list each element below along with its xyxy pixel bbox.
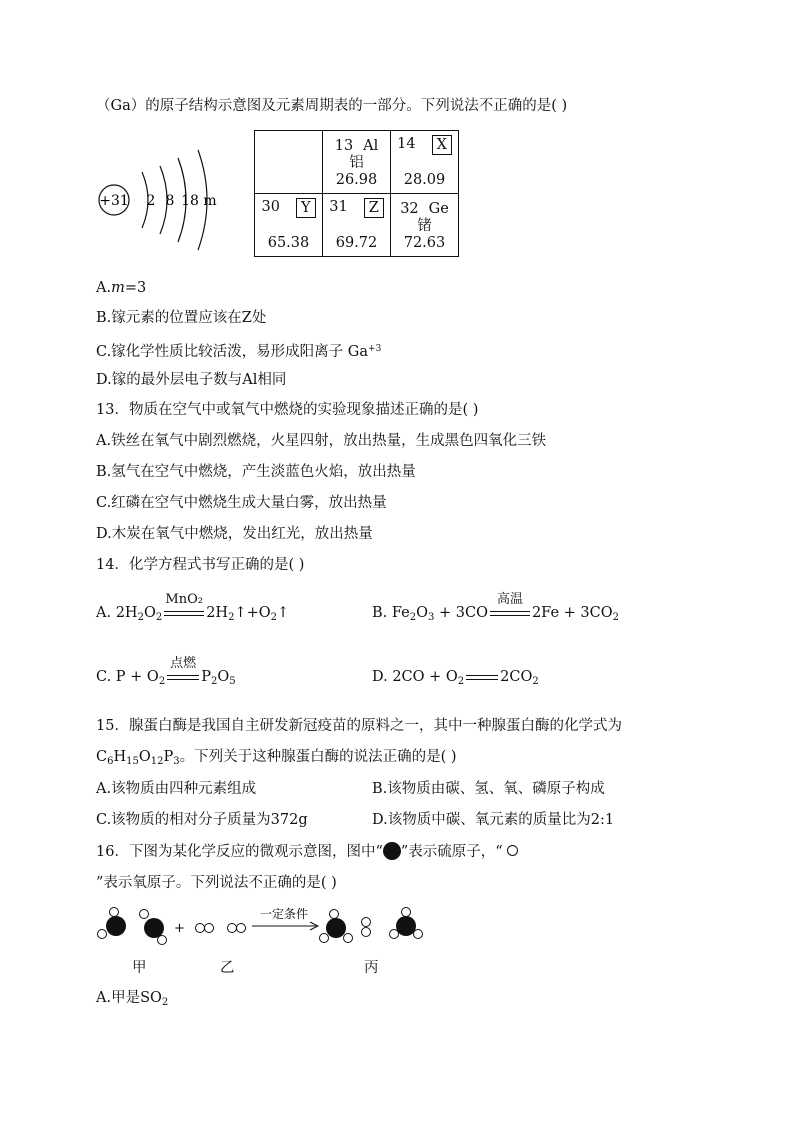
table-cell-empty: [255, 131, 323, 194]
q12-option-a: A.m=3: [96, 280, 147, 296]
o2-molecule-2: [228, 924, 246, 933]
shell-count-4: m: [203, 193, 217, 209]
q14-option-c: C. $P + O_2$ 点燃 $P_2O_5$: [96, 656, 236, 687]
nucleus-label: +31: [99, 193, 129, 209]
q14-option-b: B. $Fe_2O_3 + 3CO$ 高温 $2Fe + 3CO_2$: [372, 592, 619, 623]
table-cell-z: 31 Z 69.72: [323, 194, 391, 257]
q14-option-d: D. $2CO + O_2$ $2CO_2$: [372, 669, 539, 687]
q13-option-d: D.木炭在氧气中燃烧，发出红光，放出热量: [96, 526, 373, 542]
q16-stem-line1: 16．下图为某化学反应的微观示意图，图中“ ”表示硫原子，“: [96, 842, 518, 862]
q15-option-d: D.该物质中碳、氧元素的质量比为2:1: [372, 812, 615, 828]
q13-stem: 13．物质在空气中或氧气中燃烧的实验现象描述正确的是( ): [96, 402, 479, 418]
table-cell-y: 30 Y 65.38: [255, 194, 323, 257]
gallium-atom-diagram: [94, 148, 224, 252]
q16-stem-line2: ”表示氧原子。下列说法不正确的是( ): [96, 875, 337, 891]
so2-molecule-2: [140, 910, 167, 945]
q16-option-a: A.甲是$SO_2$: [96, 990, 169, 1008]
q12-option-d: D.镓的最外层电子数与Al相同: [96, 372, 287, 388]
equation-arrow-a: MnO₂: [164, 608, 204, 618]
q13-option-a: A.铁丝在氧气中剧烈燃烧，火星四射，放出热量，生成黑色四氧化三铁: [96, 433, 547, 449]
label-jia: 甲: [132, 960, 147, 976]
shell-count-1: 2: [146, 193, 156, 209]
q14-option-a: A. $2H_2O_2$ MnO₂ $2H_2↑+O_2↑$: [96, 592, 290, 623]
label-yi: 乙: [220, 960, 235, 976]
shell-count-2: 8: [165, 193, 175, 209]
symbol-box-z: Z: [364, 198, 384, 218]
plus-sign: +: [174, 921, 185, 936]
q15-option-c: C.该物质的相对分子质量为372g: [96, 812, 308, 828]
label-bing: 丙: [364, 960, 379, 976]
so2-molecule-1: [98, 908, 127, 939]
table-cell-al: 13 Al 铝 26.98: [323, 131, 391, 194]
so3-molecule-2: [390, 908, 423, 939]
q15-option-a: A.该物质由四种元素组成: [96, 781, 257, 797]
symbol-box-y: Y: [296, 198, 316, 218]
reaction-condition: 一定条件: [259, 907, 309, 921]
q13-option-c: C.红磷在空气中燃烧生成大量白雾，放出热量: [96, 495, 387, 511]
q15-stem-line1: 15．腺蛋白酶是我国自主研发新冠疫苗的原料之一，其中一种腺蛋白酶的化学式为: [96, 718, 622, 734]
equation-arrow-c: 点燃: [167, 672, 199, 682]
q13-option-b: B.氢气在空气中燃烧，产生淡蓝色火焰，放出热量: [96, 464, 416, 480]
q12-option-c: C.镓化学性质比较活泼，易形成阳离子 $Ga^{+3}$: [96, 344, 382, 360]
table-cell-x: 14 X 28.09: [391, 131, 459, 194]
so3-molecule-1: [320, 910, 353, 943]
q12-option-b: B.镓元素的位置应该在Z处: [96, 310, 267, 326]
q15-option-b: B.该物质由碳、氢、氧、磷原子构成: [372, 781, 605, 797]
equation-arrow-d: [466, 672, 498, 682]
symbol-box-x: X: [432, 135, 452, 155]
shell-count-3: 18: [181, 193, 199, 209]
reaction-micro-diagram: [94, 902, 434, 950]
q15-stem-line2: $C_6H_{15}O_{12}P_3$。下列关于这种腺蛋白酶的说法正确的是( ): [96, 749, 457, 767]
q12-stem: （Ga）的原子结构示意图及元素周期表的一部分。下列说法不正确的是( ): [96, 98, 568, 114]
o2-molecule-1: [196, 924, 214, 933]
sulfur-atom-icon: [383, 842, 401, 860]
o2-molecule-leftover: [362, 918, 371, 937]
q14-stem: 14．化学方程式书写正确的是( ): [96, 557, 305, 573]
periodic-table-fragment: [254, 130, 459, 257]
equation-arrow-b: 高温: [490, 608, 530, 618]
table-cell-ge: 32 Ge 锗 72.63: [391, 194, 459, 257]
oxygen-atom-icon: [507, 845, 518, 856]
